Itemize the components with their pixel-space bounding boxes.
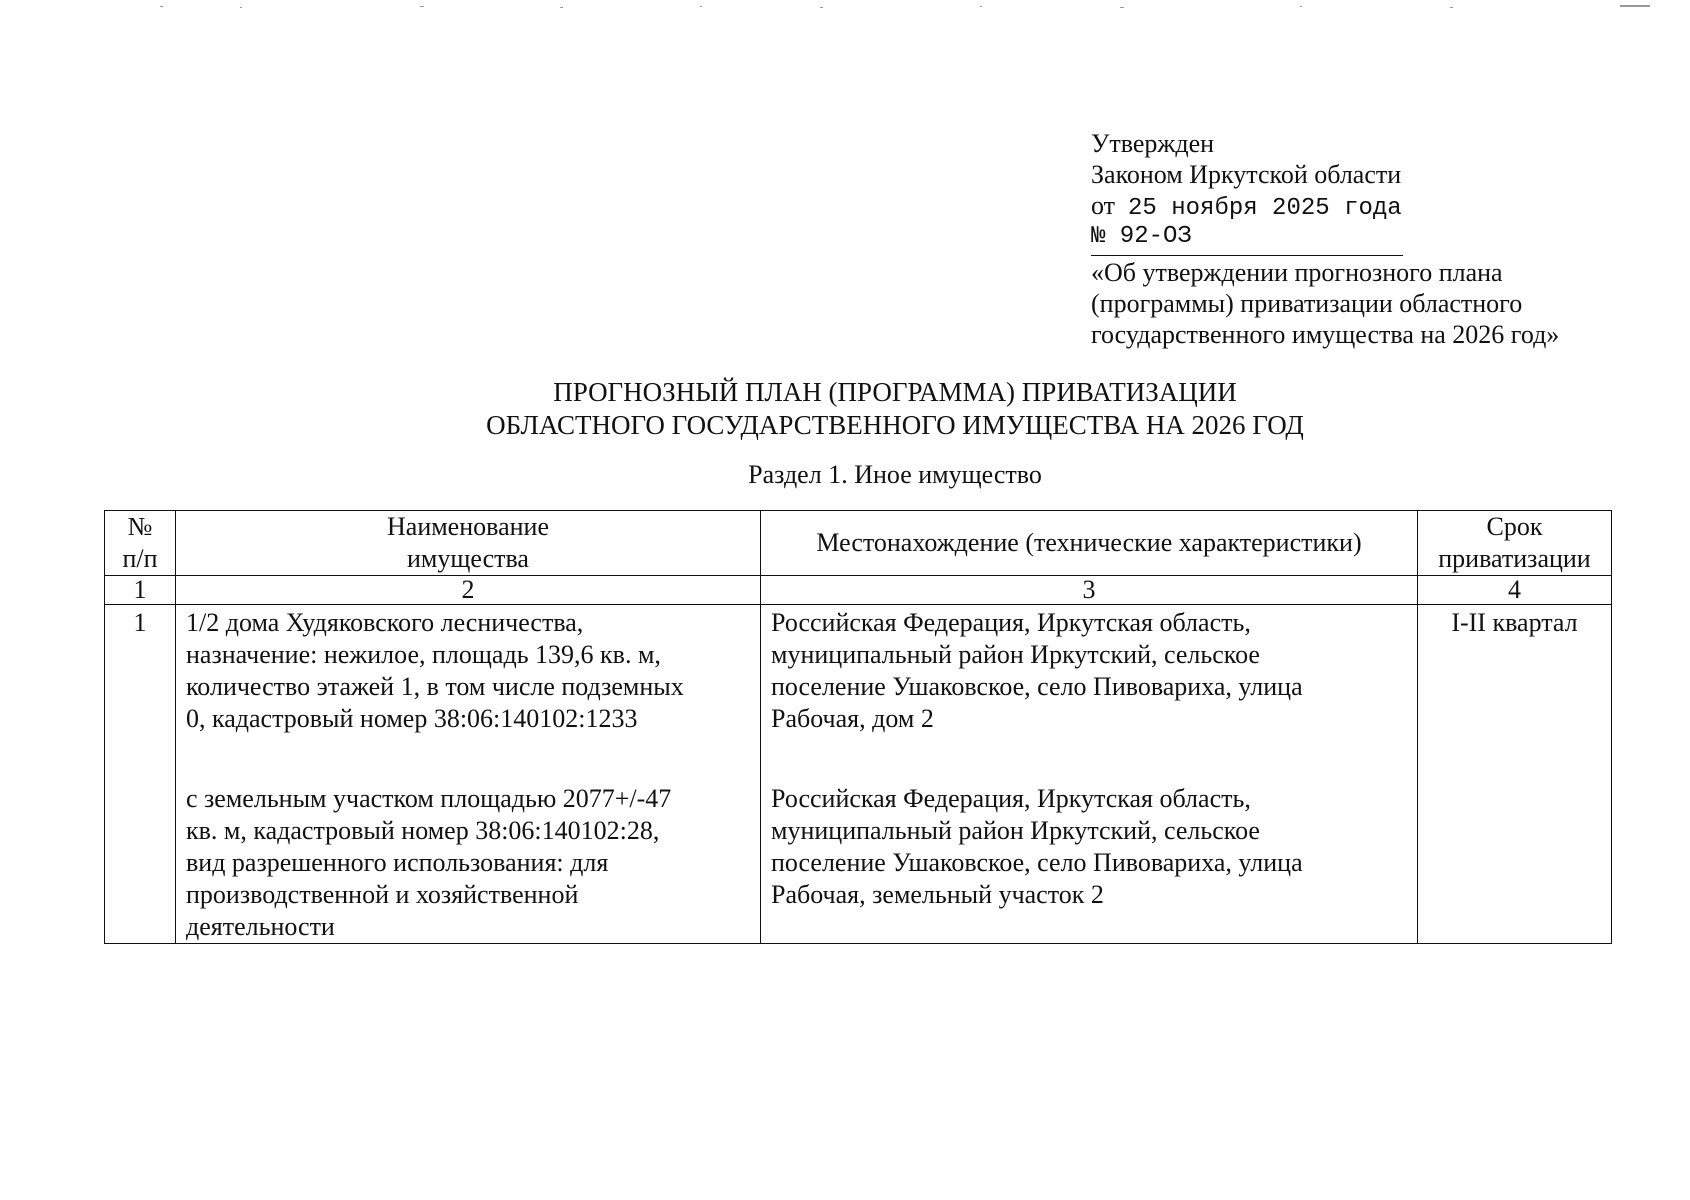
- plan-title: [300, 376, 1490, 442]
- table-row: [105, 605, 1612, 944]
- location-line: Рабочая, дом 2: [771, 704, 934, 733]
- name-line: кв. м, кадастровый номер 38:06:140102:28,: [186, 816, 660, 845]
- scan-noise: [0, 0, 1690, 14]
- name-line: назначение: нежилое, площадь 139,6 кв. м,: [186, 640, 661, 669]
- header-name-line: Наименование: [387, 512, 549, 541]
- column-index: 2: [176, 576, 761, 605]
- name-line: количество этажей 1, в том числе подземных: [186, 672, 684, 701]
- column-index-row: [105, 576, 1612, 605]
- header-term-line: приватизации: [1438, 544, 1591, 573]
- column-index: 1: [105, 576, 176, 605]
- property-name: [176, 605, 761, 944]
- location-line: Российская Федерация, Иркутская область,: [771, 608, 1251, 637]
- date-value: 25 ноября 2025 года: [1128, 195, 1402, 222]
- header-num-line: п/п: [122, 544, 158, 573]
- law-title-line: государственного имущества на 2026 год»: [1091, 320, 1560, 349]
- name-line: производственной и хозяйственной: [186, 880, 579, 909]
- header-name-line: имущества: [407, 544, 529, 573]
- name-line: с земельным участком площадью 2077+/-47: [186, 784, 672, 813]
- privatization-table: [104, 510, 1612, 944]
- law-title-line: (программы) приватизации областного: [1091, 289, 1523, 318]
- table-header-row: [105, 511, 1612, 576]
- location-line: поселение Ушаковское, село Пивовариха, улица: [771, 848, 1303, 877]
- column-index: 4: [1418, 576, 1612, 605]
- name-line: деятельности: [186, 912, 335, 941]
- law-title-line: «Об утверждении прогнозного плана: [1091, 258, 1503, 287]
- location-line: Российская Федерация, Иркутская область,: [771, 784, 1251, 813]
- privatization-term: I-II квартал: [1418, 605, 1612, 944]
- paragraph-gap: [186, 735, 750, 783]
- law-label: Законом Иркутской области: [1091, 160, 1402, 189]
- header-num-line: №: [127, 512, 153, 541]
- location-line: муниципальный район Иркутский, сельское: [771, 640, 1260, 669]
- paragraph-gap: [771, 735, 1407, 783]
- row-number: 1: [105, 605, 176, 944]
- location-line: Рабочая, земельный участок 2: [771, 880, 1104, 909]
- law-date: [1091, 190, 1651, 221]
- name-line: вид разрешенного использования: для: [186, 848, 609, 877]
- approved-label: Утвержден: [1091, 129, 1215, 158]
- law-number: № 92-ОЗ: [1091, 223, 1192, 250]
- header-name: [176, 511, 761, 576]
- location-line: муниципальный район Иркутский, сельское: [771, 816, 1260, 845]
- number-underline: [1091, 255, 1403, 256]
- law-title: [1091, 257, 1651, 350]
- header-term-line: Срок: [1486, 512, 1543, 541]
- header-location: Местонахождение (технические характеристики): [761, 511, 1418, 576]
- plan-title-line: ОБЛАСТНОГО ГОСУДАРСТВЕННОГО ИМУЩЕСТВА НА 2026 ГОД: [486, 410, 1304, 440]
- section-heading: Раздел 1. Иное имущество: [748, 460, 1042, 489]
- location-line: поселение Ушаковское, село Пивовариха, улица: [771, 672, 1303, 701]
- name-line: 1/2 дома Худяковского лесничества,: [186, 608, 584, 637]
- plan-title-line: ПРОГНОЗНЫЙ ПЛАН (ПРОГРАММА) ПРИВАТИЗАЦИИ: [553, 377, 1237, 407]
- name-line: 0, кадастровый номер 38:06:140102:1233: [186, 704, 638, 733]
- column-index: 3: [761, 576, 1418, 605]
- property-location: [761, 605, 1418, 944]
- date-prefix: от: [1091, 191, 1116, 220]
- approval-block: [1091, 128, 1651, 252]
- header-num: [105, 511, 176, 576]
- header-term: [1418, 511, 1612, 576]
